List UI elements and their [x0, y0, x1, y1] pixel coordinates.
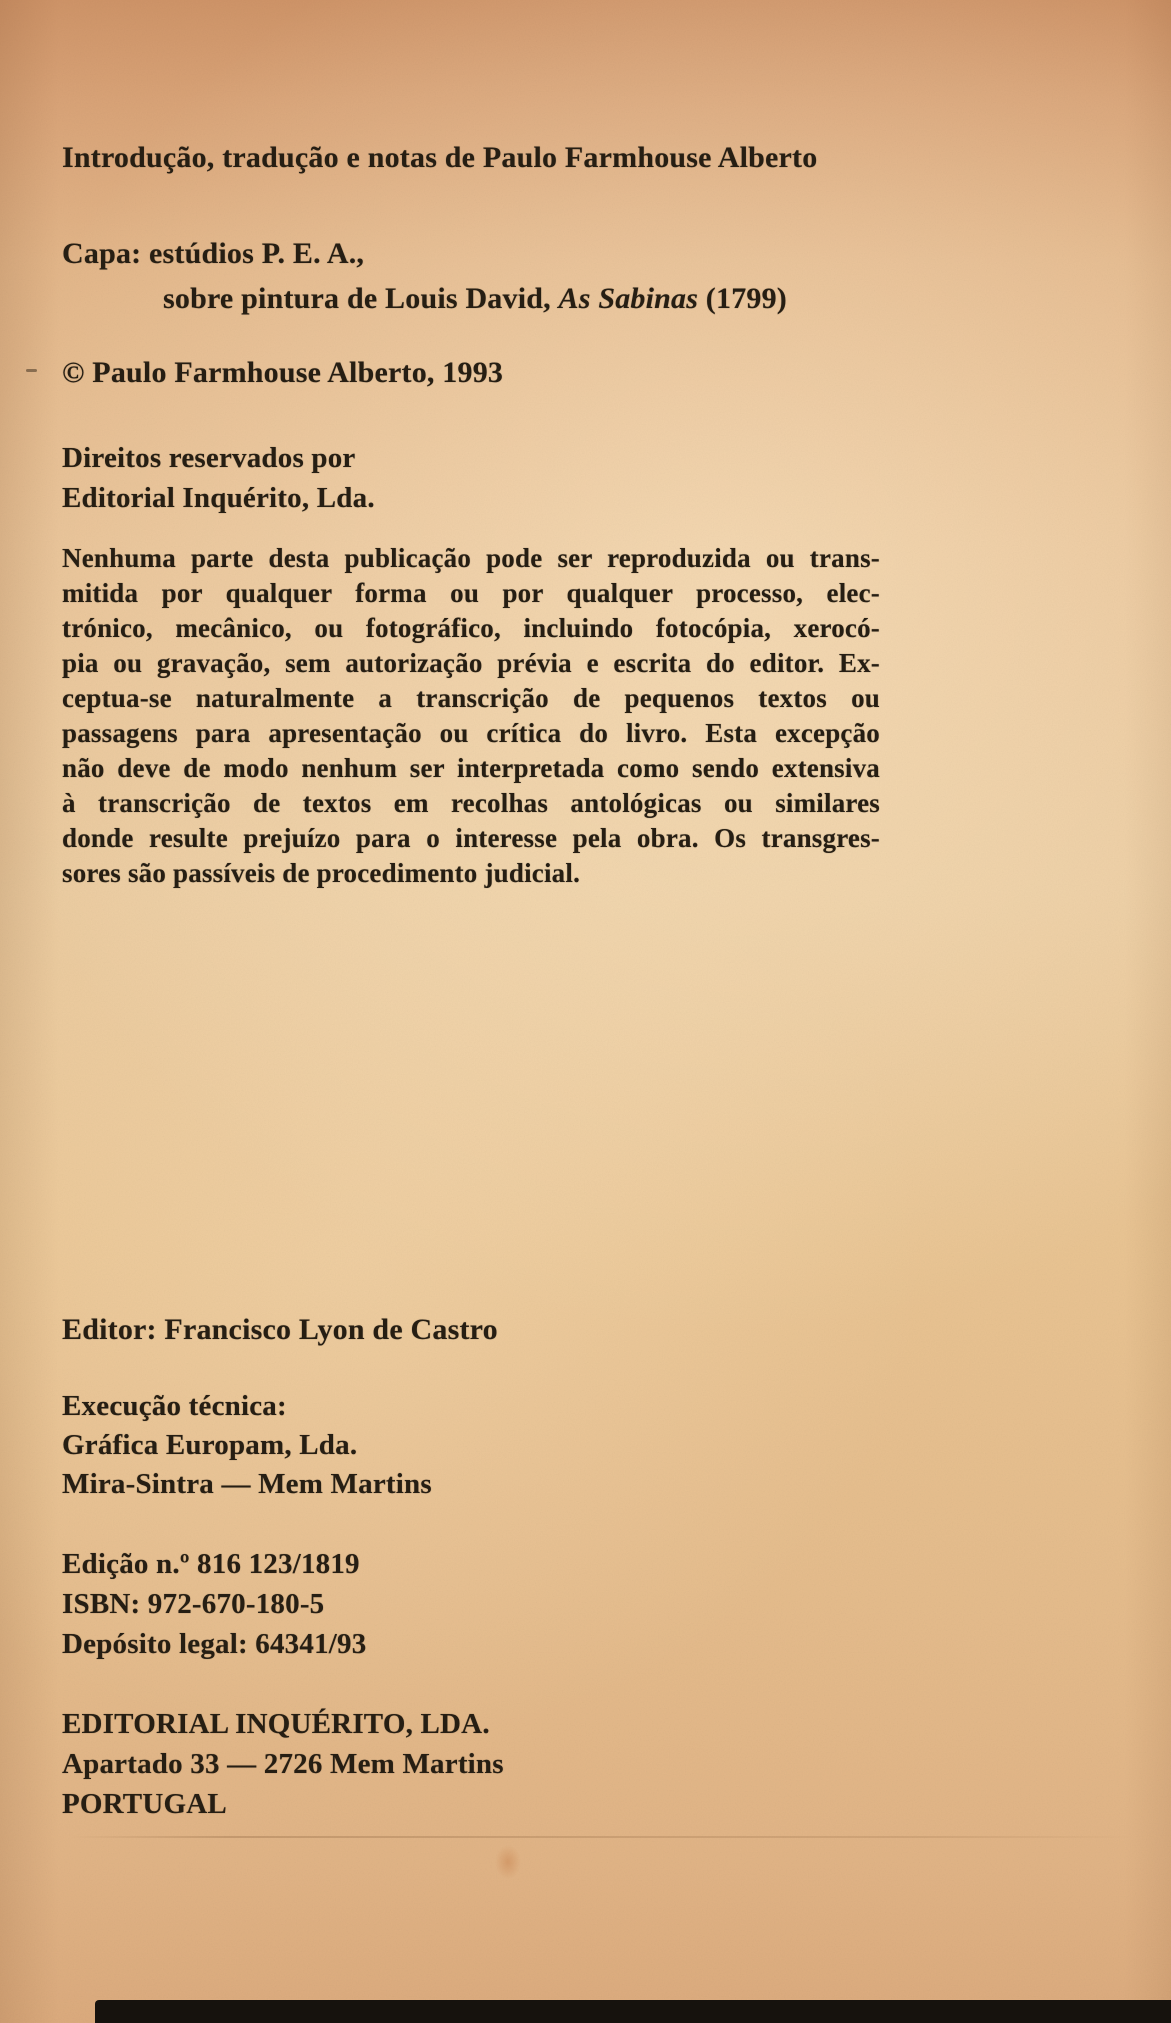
- isbn-line: ISBN: 972-670-180-5: [62, 1588, 325, 1620]
- painting-year: (1799): [698, 282, 787, 315]
- edition-number-line: Edição n.º 816 123/1819: [62, 1548, 360, 1580]
- legal-line: trónico, mecânico, ou fotográfico, incluindo fotocópia, xerocó-: [62, 613, 880, 643]
- legal-line: mitida por qualquer forma ou por qualquer processo, elec-: [62, 578, 880, 608]
- legal-deposit-line: Depósito legal: 64341/93: [62, 1628, 367, 1660]
- paper-crease: [70, 1836, 1135, 1838]
- cover-credit-text: sobre pintura de Louis David,: [163, 282, 559, 315]
- production-line1: Execução técnica:: [62, 1390, 287, 1422]
- intro-credit-line: Introdução, tradução e notas de Paulo Farmhouse Alberto: [62, 141, 818, 174]
- paper-stain: [495, 1845, 521, 1879]
- publisher-country: PORTUGAL: [62, 1788, 227, 1820]
- legal-notice-paragraph: [62, 541, 880, 891]
- editor-line: Editor: Francisco Lyon de Castro: [62, 1313, 498, 1346]
- painting-title: As Sabinas: [558, 282, 699, 315]
- legal-line: passagens para apresentação ou crítica do livro. Esta excepção: [62, 718, 880, 748]
- legal-line: Nenhuma parte desta publicação pode ser reproduzida ou trans-: [62, 543, 880, 573]
- publisher-name: EDITORIAL INQUÉRITO, LDA.: [62, 1708, 490, 1740]
- edition-block: [62, 1544, 366, 1664]
- legal-line: pia ou gravação, sem autorização prévia e escrita do editor. Ex-: [62, 648, 880, 678]
- legal-line: não deve de modo nenhum ser interpretada como sendo extensiva: [62, 753, 880, 783]
- cover-credit-line2: [163, 280, 787, 318]
- copyright-line: © Paulo Farmhouse Alberto, 1993: [62, 356, 504, 389]
- publisher-address: Apartado 33 — 2726 Mem Martins: [62, 1748, 504, 1780]
- legal-line: sores são passíveis de procedimento judicial.: [62, 858, 581, 888]
- scan-edge-artifact: [95, 2000, 1171, 2023]
- production-line2: Gráfica Europam, Lda.: [62, 1429, 358, 1461]
- legal-line: à transcrição de textos em recolhas antológicas ou similares: [62, 788, 880, 818]
- production-line3: Mira-Sintra — Mem Martins: [62, 1468, 432, 1500]
- publisher-address-block: [62, 1704, 504, 1824]
- pencil-mark: [26, 369, 37, 372]
- production-block: [62, 1387, 432, 1504]
- rights-block: [62, 438, 375, 518]
- cover-credit-line1: Capa: estúdios P. E. A.,: [62, 237, 365, 270]
- legal-line: ceptua-se naturalmente a transcrição de pequenos textos ou: [62, 683, 880, 713]
- rights-line2: Editorial Inquérito, Lda.: [62, 482, 375, 514]
- legal-line: donde resulte prejuízo para o interesse pela obra. Os transgres-: [62, 823, 880, 853]
- rights-line1: Direitos reservados por: [62, 442, 356, 474]
